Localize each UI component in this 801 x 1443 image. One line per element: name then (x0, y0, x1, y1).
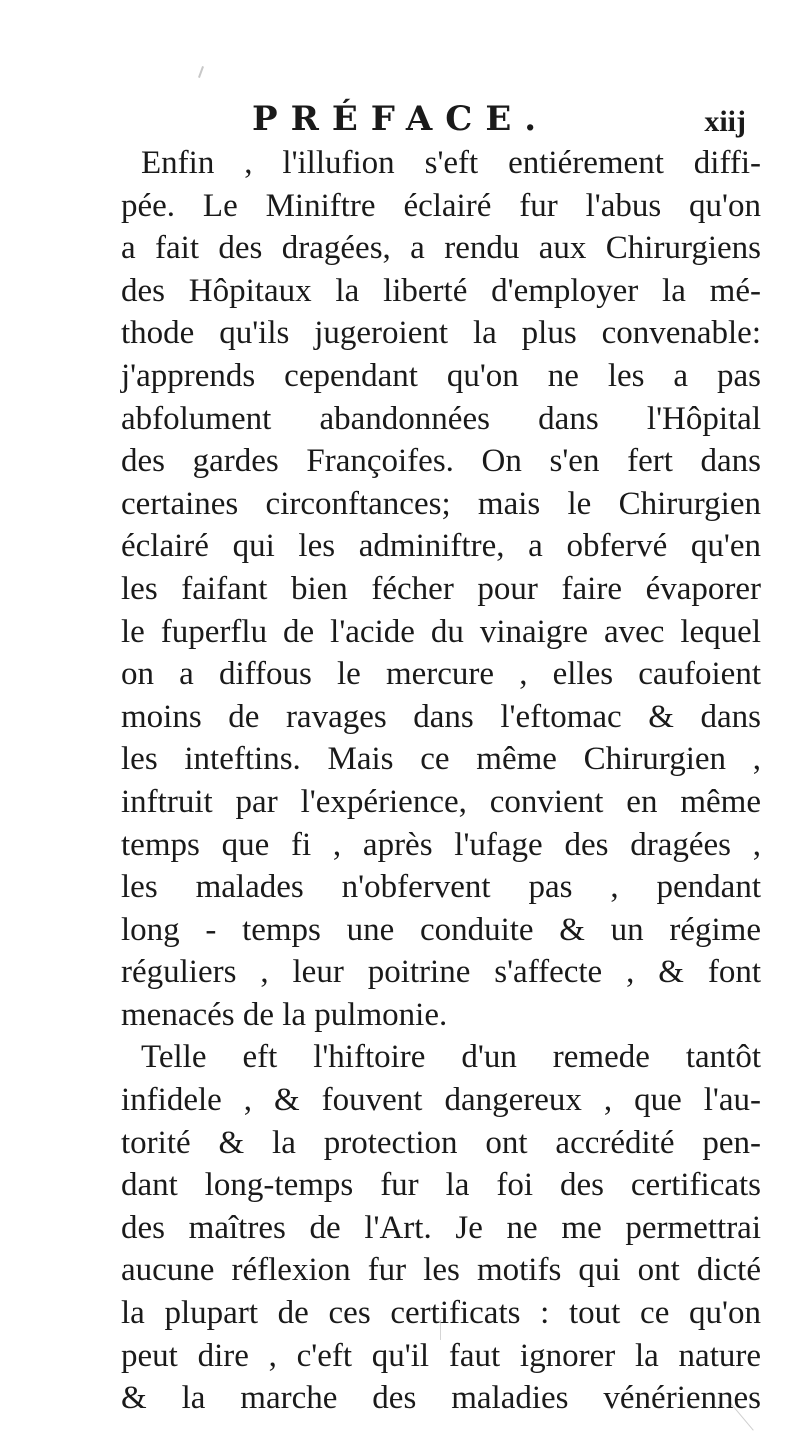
text-line: aucune réflexion fur les motifs qui ont dicté (121, 1252, 761, 1289)
text-line: thode qu'ils jugeroient la plus convenable: (121, 315, 761, 352)
text-line: menacés de la pulmonie. (121, 996, 448, 1033)
text-line: inftruit par l'expérience, convient en même (121, 783, 761, 820)
text-line: on a diffous le mercure , elles caufoient (121, 656, 761, 693)
text-line: torité & la protection ont accrédité pen- (121, 1124, 761, 1161)
text-line: certaines circonftances; mais le Chirurgien (121, 485, 761, 522)
text-line: réguliers , leur poitrine s'affecte , & font (121, 954, 761, 991)
text-line: Enfin , l'illufion s'eft entiérement diffi- (141, 145, 761, 181)
text-line: Telle eft l'hiftoire d'un remede tantôt (141, 1039, 761, 1076)
text-line: les faifant bien fécher pour faire évaporer (121, 570, 761, 607)
text-line: les inteftins. Mais ce même Chirurgien , (121, 741, 761, 778)
text-line: des maîtres de l'Art. Je ne me permettrai (121, 1209, 761, 1246)
body-text (121, 142, 761, 1420)
text-line: des Hôpitaux la liberté d'employer la mé- (121, 272, 761, 309)
page-number: xiij (704, 105, 746, 138)
paper-speck (198, 66, 204, 78)
text-line: peut dire , c'eft qu'il faut ignorer la nature (121, 1337, 761, 1374)
text-line: temps que fi , après l'ufage des dragées , (121, 826, 761, 863)
text-line: infidele , & fouvent dangereux , que l'au- (121, 1082, 761, 1119)
text-line: pée. Le Miniftre éclairé fur l'abus qu'on (121, 187, 761, 224)
text-line: éclairé qui les adminiftre, a obfervé qu'en (121, 528, 761, 565)
text-line: moins de ravages dans l'eftomac & dans (121, 698, 761, 735)
text-line: abfolument abandonnées dans l'Hôpital (121, 400, 761, 437)
text-line: le fuperflu de l'acide du vinaigre avec lequel (121, 613, 761, 650)
text-line: & la marche des maladies vénériennes (121, 1380, 761, 1417)
page-header (252, 96, 752, 142)
text-line: la plupart de ces certificats : tout ce qu'on (121, 1295, 761, 1332)
text-line: des gardes Françoifes. On s'en fert dans (121, 443, 761, 480)
text-line: long - temps une conduite & un régime (121, 911, 761, 948)
text-line: j'apprends cependant qu'on ne les a pas (121, 357, 761, 394)
text-line: les malades n'obfervent pas , pendant (121, 869, 761, 906)
running-title: PRÉFACE. (252, 99, 550, 139)
text-line: a fait des dragées, a rendu aux Chirurgiens (121, 230, 761, 267)
text-line: dant long-temps fur la foi des certificats (121, 1167, 761, 1204)
